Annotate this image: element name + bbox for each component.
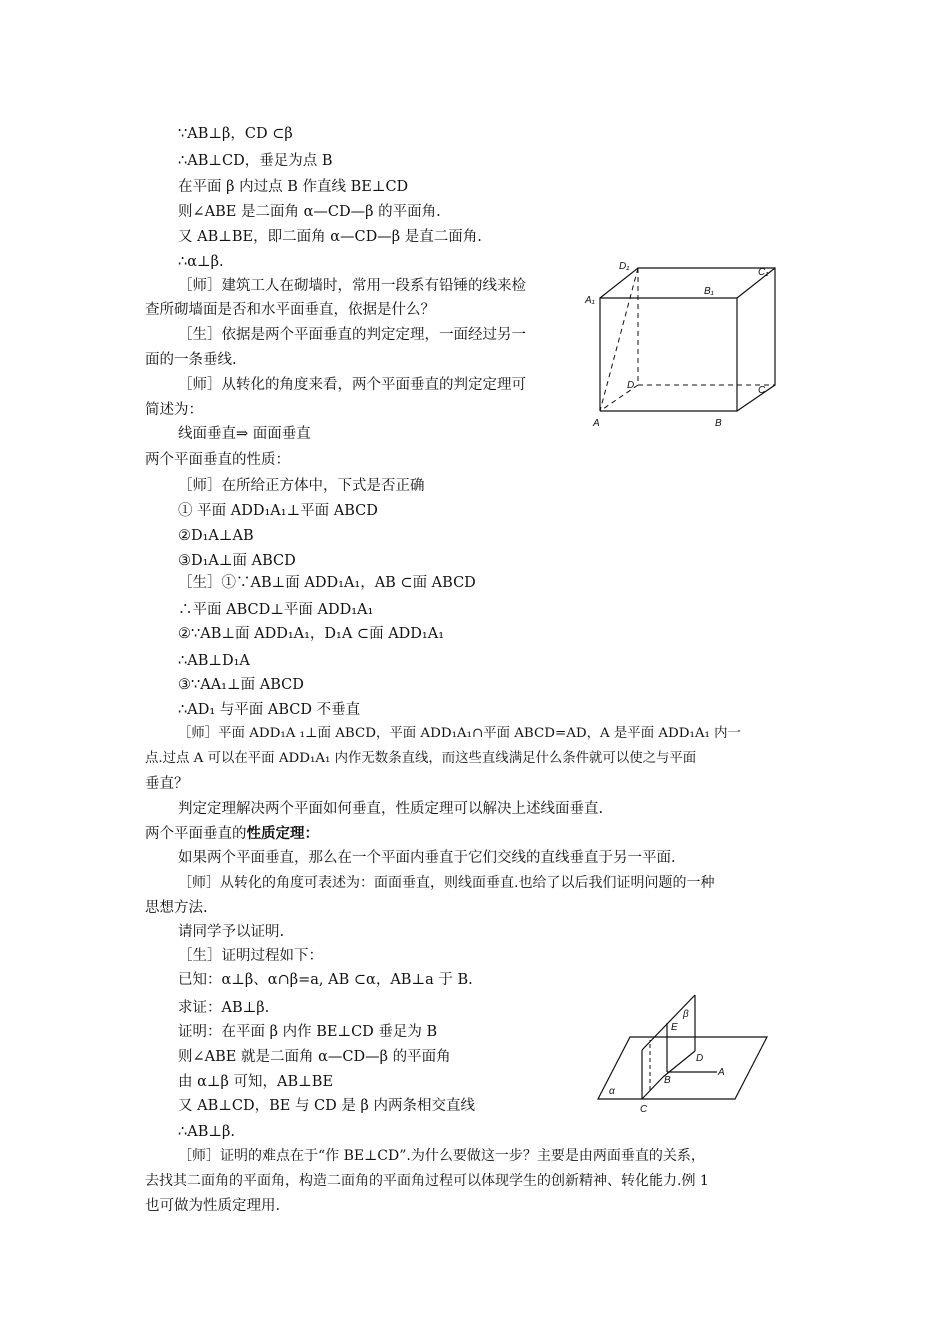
text-line: ［师］证明的难点在于“作 BE⊥CD”.为什么要做这一步？主要是由两面垂直的关系， xyxy=(178,1148,705,1164)
text-line: 已知：α⊥β、α∩β=a, AB ⊂α，AB⊥a 于 B. xyxy=(178,972,473,988)
text-line: ［生］证明过程如下： xyxy=(178,948,323,964)
heading-bold: 性质定理： xyxy=(246,825,319,842)
text-line: 如果两个平面垂直，那么在一个平面内垂直于它们交线的直线垂直于另一平面. xyxy=(178,850,676,866)
text-line: ① 平面 ADD₁A₁⊥平面 ABCD xyxy=(178,503,378,519)
text-line: 求证：AB⊥β. xyxy=(178,1000,270,1016)
text-line: ∴AB⊥D₁A xyxy=(178,653,250,669)
text-line: ③D₁A⊥面 ABCD xyxy=(178,553,296,569)
text-line: ［师］从转化的角度来看，两个平面垂直的判定定理可 xyxy=(178,377,526,393)
label-alpha: α xyxy=(609,1086,615,1097)
text-line: 则∠ABE 是二面角 α—CD—β 的平面角. xyxy=(178,204,441,220)
text-line: 面的一条垂线. xyxy=(145,352,237,368)
text-line: 证明：在平面 β 内作 BE⊥CD 垂足为 B xyxy=(178,1024,438,1040)
text-line: 去找其二面角的平面角，构造二面角的平面角过程可以体现学生的创新精神、转化能力.例 1 xyxy=(145,1173,709,1189)
text-line: 则∠ABE 就是二面角 α—CD—β 的平面角 xyxy=(178,1049,451,1065)
label-c: C xyxy=(640,1104,648,1115)
label-b1: B₁ xyxy=(704,286,714,297)
text-line: ∴AB⊥β. xyxy=(178,1124,235,1140)
text-line: ∴AB⊥CD，垂足为点 B xyxy=(178,153,333,169)
label-a: A xyxy=(593,418,600,429)
text-line: ［师］在所给正方体中，下式是否正确 xyxy=(178,478,425,494)
label-a: A xyxy=(718,1067,725,1078)
text-line: ［师］从转化的角度可表述为：面面垂直，则线面垂直.也给了以后我们证明问题的一种 xyxy=(178,875,715,891)
section-heading: 两个平面垂直的性质： xyxy=(145,452,290,468)
text-line: 查所砌墙面是否和水平面垂直，依据是什么？ xyxy=(145,302,435,318)
text-line: ［生］依据是两个平面垂直的判定定理，一面经过另一 xyxy=(178,327,526,343)
label-c1: C₁ xyxy=(758,267,769,278)
text-line: ∵AB⊥β，CD ⊂β xyxy=(178,126,293,142)
text-line: 在平面 β 内过点 B 作直线 BE⊥CD xyxy=(178,179,409,195)
text-line: ［师］平面 ADD₁A ₁⊥面 ABCD，平面 ADD₁A₁∩平面 ABCD=AD，A 是平面 ADD₁A₁ 内一 xyxy=(178,726,741,741)
text-line: 线面垂直⇒ 面面垂直 xyxy=(178,426,311,442)
planes-figure xyxy=(595,995,775,1115)
text-line: 也可做为性质定理用. xyxy=(145,1198,281,1214)
text-line: 简述为： xyxy=(145,402,203,418)
label-a1: A₁ xyxy=(585,295,595,306)
label-e: E xyxy=(671,1022,678,1033)
heading-prefix: 两个平面垂直的 xyxy=(145,826,247,842)
text-line: ②∵AB⊥面 ADD₁A₁，D₁A ⊂面 ADD₁A₁ xyxy=(178,626,445,642)
label-c: C xyxy=(758,385,766,396)
section-heading xyxy=(145,824,319,844)
text-line: 判定定理解决两个平面如何垂直，性质定理可以解决上述线面垂直. xyxy=(178,801,604,817)
text-line: 点.过点 A 可以在平面 ADD₁A₁ 内作无数条直线，而这些直线满足什么条件就可以使之与平面 xyxy=(145,751,697,766)
label-beta: β xyxy=(683,1009,689,1020)
text-line: 又 AB⊥BE，即二面角 α—CD—β 是直二面角. xyxy=(178,229,482,245)
text-line: 垂直？ xyxy=(145,776,189,792)
label-b: B xyxy=(715,418,722,429)
cube-figure xyxy=(585,258,785,433)
text-line: ∴AD₁ 与平面 ABCD 不垂直 xyxy=(178,702,361,718)
label-d1: D₁ xyxy=(619,261,630,272)
label-d: D xyxy=(627,380,635,391)
text-line: ∴α⊥β. xyxy=(178,254,224,270)
text-line: ∴平面 ABCD⊥平面 ADD₁A₁ xyxy=(178,602,374,618)
text-line: 由 α⊥β 可知，AB⊥BE xyxy=(178,1074,334,1090)
label-d: D xyxy=(696,1053,704,1064)
text-line: 思想方法. xyxy=(145,900,208,916)
label-b: B xyxy=(664,1075,671,1086)
text-line: ［生］①∵AB⊥面 ADD₁A₁，AB ⊂面 ABCD xyxy=(178,575,476,591)
text-line: 请同学予以证明. xyxy=(178,924,285,940)
text-line: ③∵AA₁⊥面 ABCD xyxy=(178,677,304,693)
text-line: ［师］建筑工人在砌墙时，常用一段系有铅锤的线来检 xyxy=(178,278,526,294)
text-line: ②D₁A⊥AB xyxy=(178,528,254,544)
text-line: 又 AB⊥CD，BE 与 CD 是 β 内两条相交直线 xyxy=(178,1098,475,1114)
